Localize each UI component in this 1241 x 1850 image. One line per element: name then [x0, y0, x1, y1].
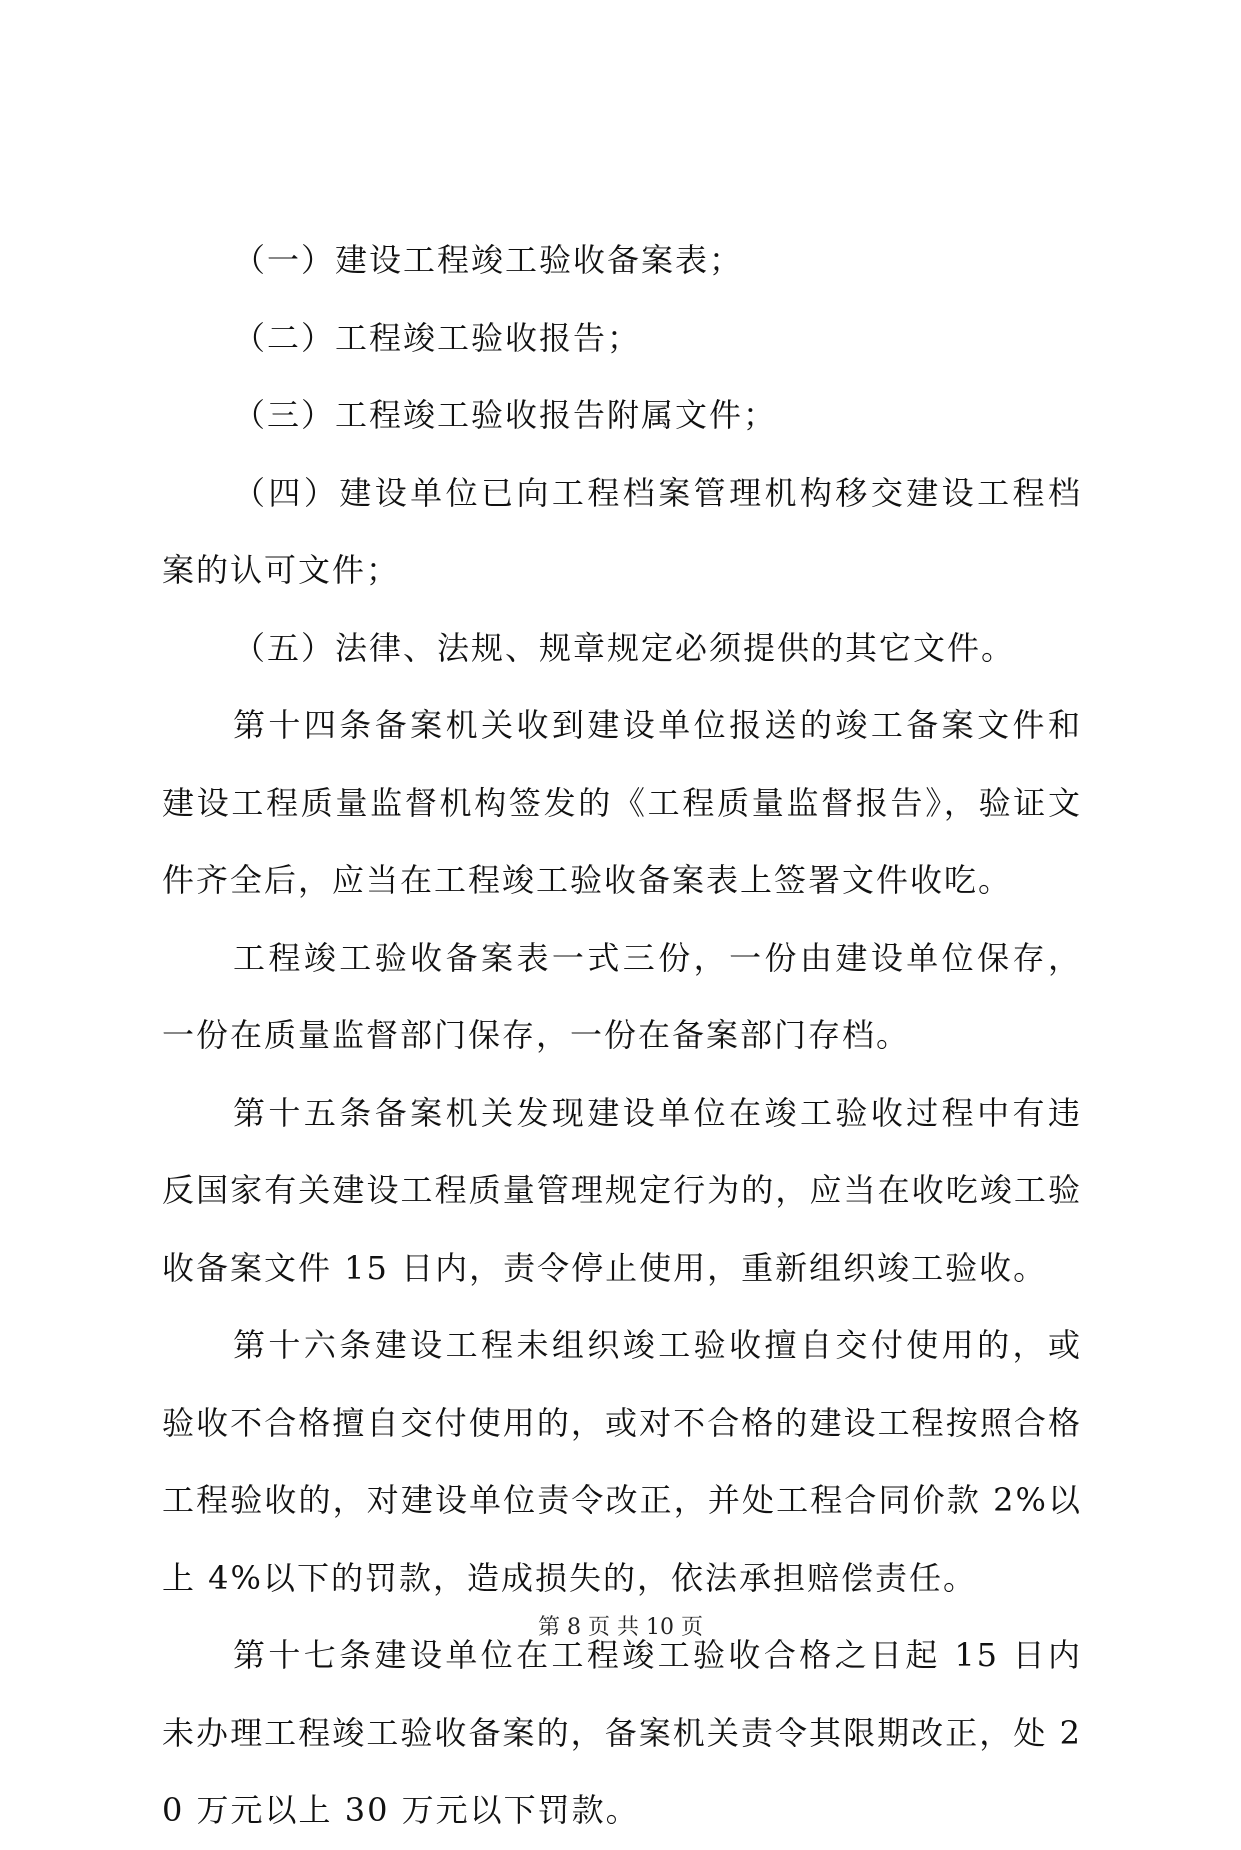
paragraph-article-14: 第十四条备案机关收到建设单位报送的竣工备案文件和建设工程质量监督机构签发的《工程质量监督报告》，验证文件齐全后，应当在工程竣工验收备案表上签署文件收吃。 — [162, 706, 1082, 899]
paragraph-article-17: 第十七条建设单位在工程竣工验收合格之日起 15 日内未办理工程竣工验收备案的，备案机关责令其限期改正，处 20 万元以上 30 万元以下罚款。 — [162, 1636, 1082, 1829]
paragraph-article-15: 第十五条备案机关发现建设单位在竣工验收过程中有违反国家有关建设工程质量管理规定行为的，应当在收吃竣工验收备案文件 15 日内，责令停止使用，重新组织竣工验收。 — [162, 1093, 1082, 1287]
paragraph-item-1: （一）建设工程竣工验收备案表； — [233, 241, 744, 279]
document-body — [162, 222, 1082, 1850]
paragraph-item-3: （三）工程竣工验收报告附属文件； — [233, 396, 778, 434]
paragraph-form-copies: 工程竣工验收备案表一式三份，一份由建设单位保存，一份在质量监督部门保存，一份在备案部门存档。 — [162, 938, 1082, 1054]
paragraph-item-2: （二）工程竣工验收报告； — [233, 318, 642, 357]
paragraph-item-5: （五）法律、法规、规章规定必须提供的其它文件。 — [233, 628, 1016, 667]
page-footer: 第 8 页 共 10 页 — [538, 1615, 703, 1640]
paragraph-article-16: 第十六条建设工程未组织竣工验收擅自交付使用的，或验收不合格擅自交付使用的，或对不合格的建设工程按照合格工程验收的，对建设单位责令改正，并处工程合同价款 2%以上 4%以下的罚款，造成损失的，依法承担赔偿责任。 — [162, 1326, 1082, 1597]
paragraph-item-4: （四）建设单位已向工程档案管理机构移交建设工程档案的认可文件； — [162, 473, 1082, 589]
